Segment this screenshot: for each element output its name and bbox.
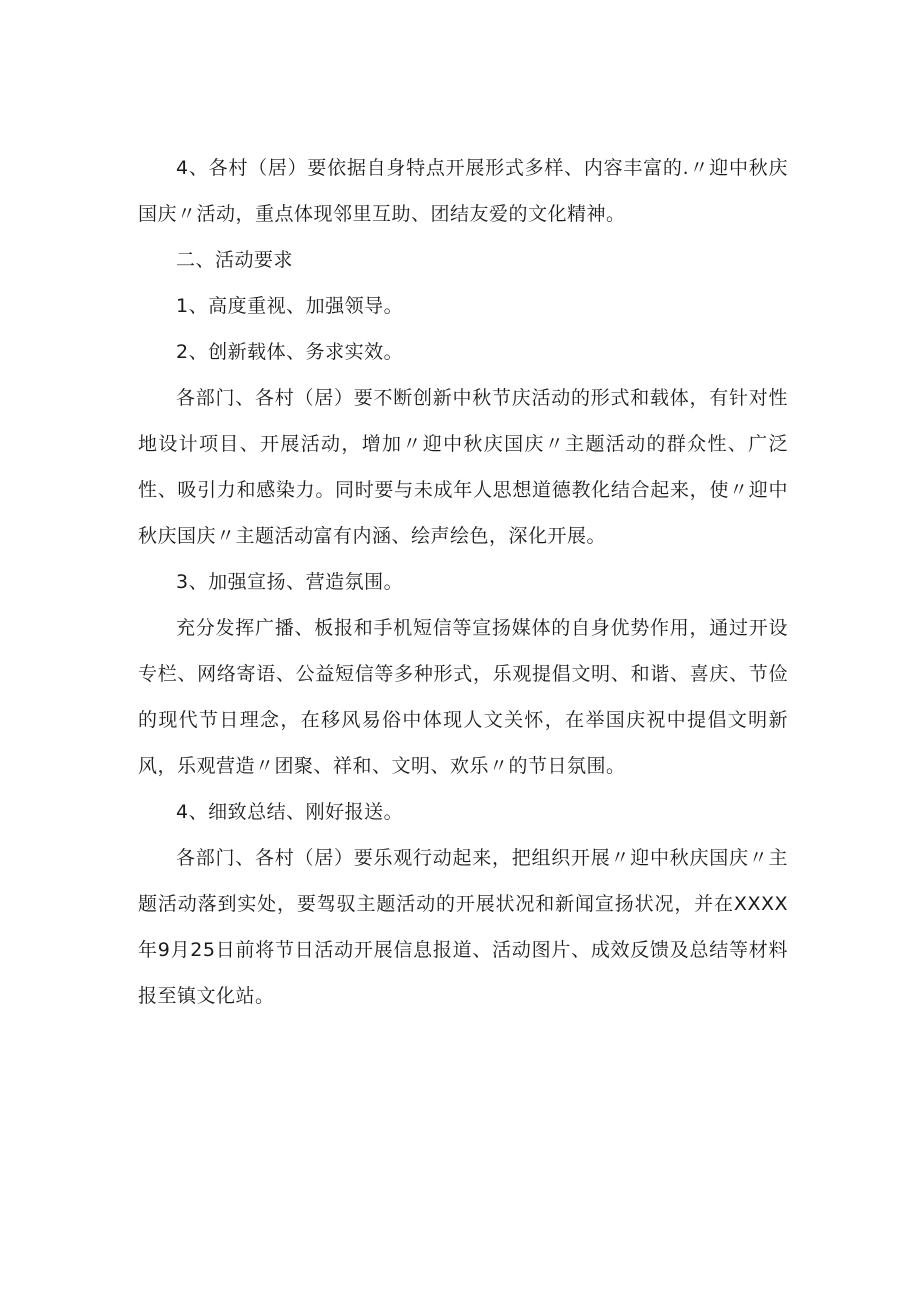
requirement-2-body: 各部门、各村（居）要不断创新中秋节庆活动的形式和载体，有针对性地设计项目、开展活动，增加〃迎中秋庆国庆〃主题活动的群众性、广泛性、吸引力和感染力。同时要与未成年人思想道德教化结合起来，使〃迎中秋庆国庆〃主题活动富有内涵、绘声绘色，深化开展。 xyxy=(138,387,788,547)
section-heading-activity-requirements: 二、活动要求 xyxy=(176,249,294,271)
requirement-4-heading: 4、细致总结、刚好报送。 xyxy=(176,801,404,823)
requirement-3-heading: 3、加强宣扬、营造氛围。 xyxy=(176,571,404,593)
requirement-2-heading: 2、创新载体、务求实效。 xyxy=(176,341,404,363)
requirement-1-heading: 1、高度重视、加强领导。 xyxy=(176,295,404,317)
paragraph-item-4-activity: 4、各村（居）要依据自身特点开展形式多样、内容丰富的.〃迎中秋庆国庆〃活动，重点体现邻里互助、团结友爱的文化精神。 xyxy=(138,157,788,225)
requirement-4-body: 各部门、各村（居）要乐观行动起来，把组织开展〃迎中秋庆国庆〃主题活动落到实处，要驾驭主题活动的开展状况和新闻宣扬状况，并在XXXX年9月25日前将节日活动开展信息报道、活动图片、成效反馈及总结等材料报至镇文化站。 xyxy=(138,847,788,1007)
document-body xyxy=(138,145,788,1019)
requirement-3-body: 充分发挥广播、板报和手机短信等宣扬媒体的自身优势作用，通过开设专栏、网络寄语、公益短信等多种形式，乐观提倡文明、和谐、喜庆、节俭的现代节日理念，在移风易俗中体现人文关怀，在举国庆祝中提倡文明新风，乐观营造〃团聚、祥和、文明、欢乐〃的节日氛围。 xyxy=(138,617,788,777)
